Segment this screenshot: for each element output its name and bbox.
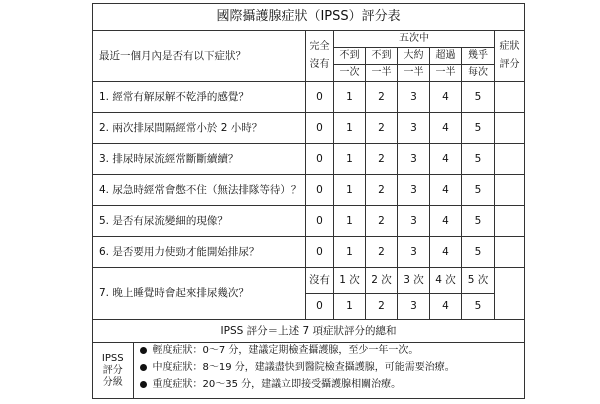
score-option[interactable]: 1 — [334, 237, 366, 268]
score-option[interactable]: 5 — [462, 294, 495, 320]
score-option[interactable]: 5 — [462, 144, 495, 175]
score-option[interactable]: 3 — [398, 206, 430, 237]
score-option[interactable]: 2 — [366, 237, 398, 268]
question-text: 1. 經常有解尿解不乾淨的感覺？ — [93, 82, 306, 113]
score-option[interactable]: 0 — [306, 82, 334, 113]
count-label: 2 次 — [366, 268, 398, 294]
col-header-less-than-half-bottom: 一半 — [366, 65, 398, 82]
col-header-about-half-top: 大約 — [398, 48, 430, 65]
bullet-icon — [140, 381, 147, 388]
question-text: 3. 排尿時尿流經常斷斷續續？ — [93, 144, 306, 175]
question-row-4 — [93, 175, 525, 206]
score-option[interactable]: 0 — [306, 206, 334, 237]
score-option[interactable]: 3 — [398, 294, 430, 320]
score-option[interactable]: 0 — [306, 294, 334, 320]
score-option[interactable]: 2 — [366, 294, 398, 320]
question-header: 最近一個月內是否有以下症狀？ — [93, 31, 306, 82]
score-option[interactable]: 5 — [462, 206, 495, 237]
question-row-7-counts — [93, 268, 525, 294]
score-option[interactable]: 4 — [430, 237, 462, 268]
count-label: 4 次 — [430, 268, 462, 294]
score-option[interactable]: 4 — [430, 175, 462, 206]
grading-row — [93, 343, 525, 399]
col-header-score: 症狀 評分 — [495, 31, 525, 82]
score-option[interactable]: 3 — [398, 82, 430, 113]
col-header-less-than-once-top: 不到 — [334, 48, 366, 65]
score-option[interactable]: 1 — [334, 113, 366, 144]
grade-moderate: 中度症狀：8～19 分，建議盡快到醫院檢查攝護腺，可能需要治療。 — [134, 362, 525, 379]
col-header-none: 完全 沒有 — [306, 31, 334, 82]
score-option[interactable]: 1 — [334, 206, 366, 237]
score-option[interactable]: 3 — [398, 113, 430, 144]
question-text: 6. 是否要用力使勁才能開始排尿？ — [93, 237, 306, 268]
col-header-more-than-half-bottom: 一半 — [430, 65, 462, 82]
score-option[interactable]: 5 — [462, 82, 495, 113]
score-entry-cell[interactable] — [495, 82, 525, 113]
score-entry-cell[interactable] — [495, 268, 525, 320]
question-row-5 — [93, 206, 525, 237]
score-option[interactable]: 2 — [366, 206, 398, 237]
score-option[interactable]: 3 — [398, 175, 430, 206]
score-option[interactable]: 5 — [462, 237, 495, 268]
question-text: 5. 是否有尿流變細的現像？ — [93, 206, 306, 237]
question-row-2 — [93, 113, 525, 144]
count-label: 沒有 — [306, 268, 334, 294]
question-row-3 — [93, 144, 525, 175]
col-header-less-than-once-bottom: 一次 — [334, 65, 366, 82]
score-option[interactable]: 4 — [430, 206, 462, 237]
col-header-more-than-half-top: 超過 — [430, 48, 462, 65]
score-option[interactable]: 1 — [334, 144, 366, 175]
score-option[interactable]: 0 — [306, 175, 334, 206]
score-option[interactable]: 4 — [430, 294, 462, 320]
col-header-almost-always-bottom: 每次 — [462, 65, 495, 82]
score-entry-cell[interactable] — [495, 113, 525, 144]
question-row-6 — [93, 237, 525, 268]
question-text: 4. 尿急時經常會憋不住（無法排隊等待）？ — [93, 175, 306, 206]
col-header-less-than-half-top: 不到 — [366, 48, 398, 65]
grading-table — [93, 343, 524, 398]
col-header-almost-always-top: 幾乎 — [462, 48, 495, 65]
score-option[interactable]: 5 — [462, 113, 495, 144]
score-option[interactable]: 1 — [334, 175, 366, 206]
score-option[interactable]: 3 — [398, 144, 430, 175]
total-score-note: IPSS 評分＝上述 7 項症狀評分的總和 — [93, 320, 525, 343]
score-option[interactable]: 4 — [430, 144, 462, 175]
bullet-icon — [140, 347, 147, 354]
ipss-form — [92, 3, 524, 399]
score-entry-cell[interactable] — [495, 237, 525, 268]
score-option[interactable]: 3 — [398, 237, 430, 268]
score-entry-cell[interactable] — [495, 175, 525, 206]
question-text: 7. 晚上睡覺時會起來排尿幾次？ — [93, 268, 306, 320]
grade-mild: 輕度症狀：0～7 分，建議定期檢查攝護腺，至少一年一次。 — [134, 345, 525, 362]
score-option[interactable]: 0 — [306, 113, 334, 144]
bullet-icon — [140, 364, 147, 371]
question-row-1 — [93, 82, 525, 113]
count-label: 5 次 — [462, 268, 495, 294]
ipss-table — [92, 3, 525, 399]
score-entry-cell[interactable] — [495, 206, 525, 237]
grade-severe: 重度症狀：20～35 分，建議立即接受攝護腺相關治療。 — [134, 379, 525, 396]
score-option[interactable]: 5 — [462, 175, 495, 206]
question-text: 2. 兩次排尿間隔經常小於 2 小時？ — [93, 113, 306, 144]
score-option[interactable]: 1 — [334, 294, 366, 320]
grading-label: IPSS 評分 分級 — [93, 343, 133, 398]
col-group-header: 五次中 — [334, 31, 495, 48]
score-option[interactable]: 2 — [366, 113, 398, 144]
score-option[interactable]: 0 — [306, 144, 334, 175]
score-option[interactable]: 2 — [366, 175, 398, 206]
score-option[interactable]: 1 — [334, 82, 366, 113]
col-header-about-half-bottom: 一半 — [398, 65, 430, 82]
score-option[interactable]: 2 — [366, 82, 398, 113]
score-option[interactable]: 4 — [430, 113, 462, 144]
score-option[interactable]: 4 — [430, 82, 462, 113]
score-option[interactable]: 0 — [306, 237, 334, 268]
score-option[interactable]: 2 — [366, 144, 398, 175]
count-label: 1 次 — [334, 268, 366, 294]
count-label: 3 次 — [398, 268, 430, 294]
form-title: 國際攝護腺症狀（IPSS）評分表 — [93, 4, 525, 31]
score-entry-cell[interactable] — [495, 144, 525, 175]
